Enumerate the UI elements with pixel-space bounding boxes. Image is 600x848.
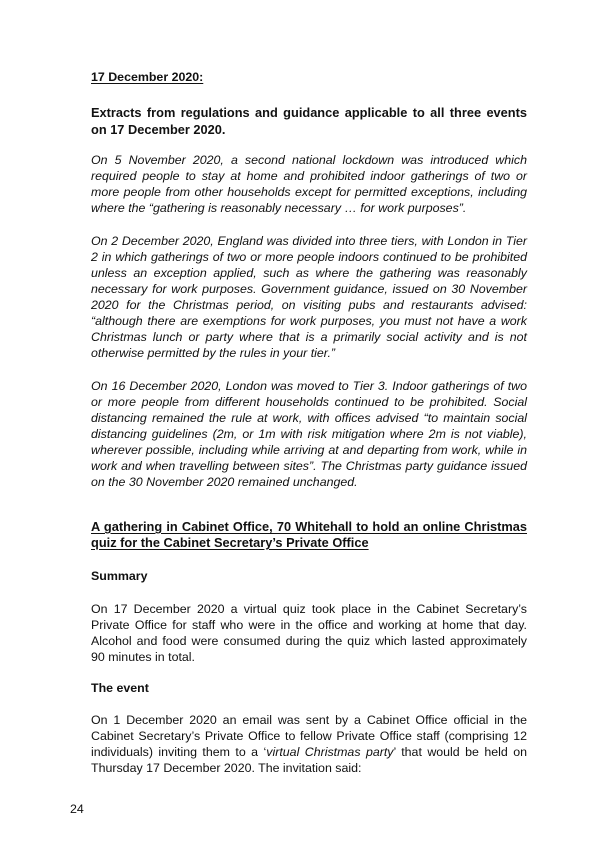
event-text-before: On 1 December 2020 an email was sent by a Cabinet Office official in the Cabinet Secretary’s Private Office to fellow Private Office staff (comprising 12 individuals) inviting them to a ‘ (91, 713, 527, 759)
page-number: 24 (70, 802, 84, 816)
summary-paragraph: On 17 December 2020 a virtual quiz took place in the Cabinet Secretary’s Private Office for staff who were in the office and working at home that day. Alcohol and food were consumed during the quiz which lasted approximately 90 minutes in total. (91, 602, 527, 664)
date-heading: 17 December 2020: (91, 70, 204, 84)
guidance-paragraph-tiers: On 2 December 2020, England was divided into three tiers, with London in Tier 2 in which gatherings of two or more people indoors continued to be prohibited unless an exception applied, such as where the gathering was reasonably necessary for work purposes. Government guidance, issued on 30 November 2020 for the Christmas period, on visiting pubs and restaurants advised: “although there are exemptions for work purposes, you must not have a work Christmas lunch or party where that is a primarily social activity and is not otherwise permitted by the rules in your tier.” (91, 234, 527, 360)
event-heading: The event (91, 681, 149, 695)
event-paragraph (91, 712, 527, 776)
event-text-after: ’ that would be held on Thursday 17 December 2020. The invitation said: (91, 745, 527, 775)
extracts-heading: Extracts from regulations and guidance applicable to all three events on 17 December 2020. (91, 105, 527, 137)
event-text-quote: virtual Christmas party (266, 745, 394, 759)
guidance-paragraph-tier3: On 16 December 2020, London was moved to Tier 3. Indoor gatherings of two or more people from different households continued to be prohibited. Social distancing remained the rule at work, with offices advised “to maintain social distancing guidelines (2m, or 1m with risk mitigation where 2m is not viable), wherever possible, including while arriving at and departing from work, while in work and when travelling between sites”. The Christmas party guidance issued on the 30 November 2020 remained unchanged. (91, 379, 527, 489)
section-heading: A gathering in Cabinet Office, 70 Whitehall to hold an online Christmas quiz for the Cabinet Secretary’s Private Office (91, 519, 527, 550)
guidance-paragraph-lockdown: On 5 November 2020, a second national lockdown was introduced which required people to stay at home and prohibited indoor gatherings of two or more people from other households except for permitted exceptions, including where the “gathering is reasonably necessary … for work purposes”. (91, 153, 527, 215)
summary-heading: Summary (91, 569, 148, 583)
